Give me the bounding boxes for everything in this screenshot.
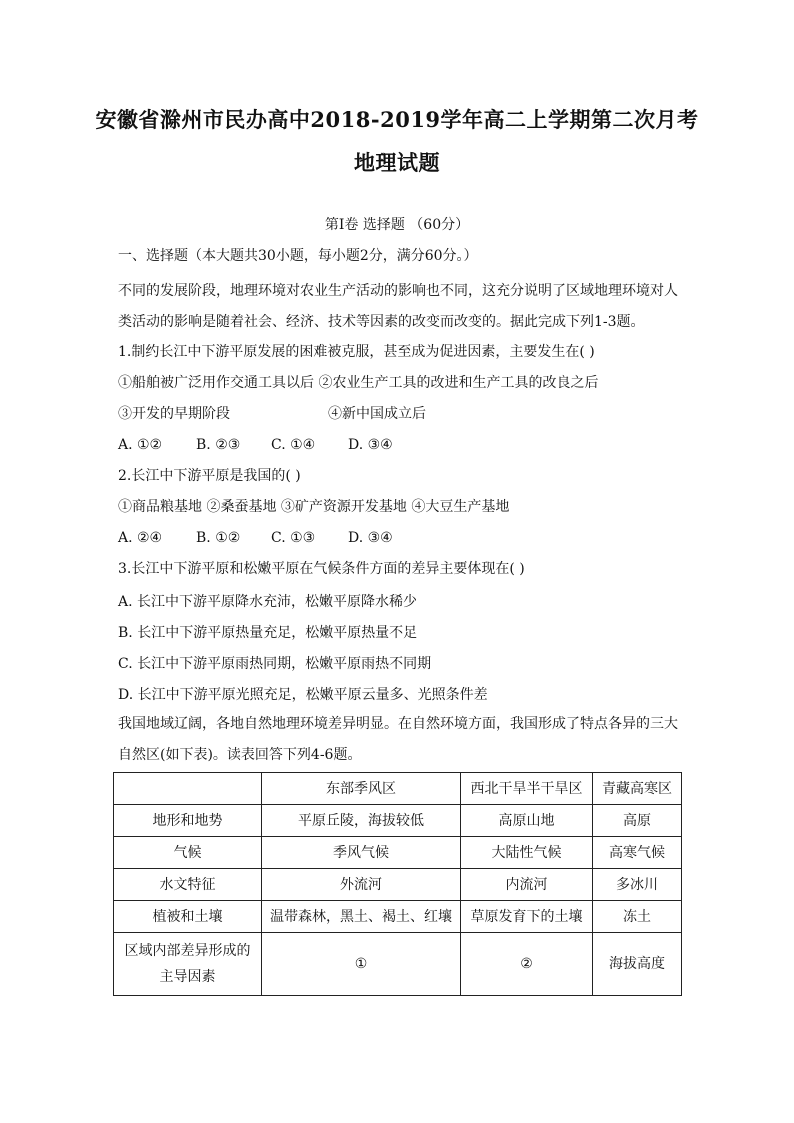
natural-regions-table [113, 772, 682, 996]
table-cell: 地形和地势 [114, 805, 262, 837]
document-title: 安徽省滁州市民办高中2018-2019学年高二上学期第二次月考 [95, 107, 699, 132]
question-2-choices [118, 528, 688, 548]
question-3-option-c[interactable]: C. 长江中下游平原雨热同期，松嫩平原雨热不同期 [118, 656, 432, 672]
table-cell: 植被和土壤 [114, 901, 262, 933]
question-1-stem: 1.制约长江中下游平原发展的困难被克服，甚至成为促进因素，主要发生在( ) [118, 344, 595, 360]
question-1-options-line-2 [118, 404, 688, 424]
question-1-options-line-1: ①船舶被广泛用作交通工具以后 ②农业生产工具的改进和生产工具的改良之后 [118, 375, 599, 391]
table-cell: 水文特征 [114, 869, 262, 901]
table-cell: 温带森林，黑土、褐土、红壤 [262, 901, 461, 933]
table-header-row [114, 773, 682, 805]
table-cell: 高原 [593, 805, 682, 837]
table-row [114, 805, 682, 837]
question-1-option-4: ④新中国成立后 [328, 406, 426, 422]
table-cell: 气候 [114, 837, 262, 869]
question-3-option-a[interactable]: A. 长江中下游平原降水充沛，松嫩平原降水稀少 [118, 594, 418, 610]
table-cell: 内流河 [461, 869, 593, 901]
row-label-line-1: 区域内部差异形成的 [124, 943, 251, 959]
question-3-stem: 3.长江中下游平原和松嫩平原在气候条件方面的差异主要体现在( ) [118, 561, 525, 577]
table-cell: 草原发育下的土壤 [461, 901, 593, 933]
choice-c[interactable]: C. ①③ [271, 530, 316, 546]
question-2-stem: 2.长江中下游平原是我国的( ) [118, 468, 301, 484]
table-cell: 大陆性气候 [461, 837, 593, 869]
row-label-line-2: 主导因素 [159, 969, 216, 985]
table-cell: ② [461, 933, 593, 996]
table-header-cell: 东部季风区 [262, 773, 461, 805]
table-cell: 外流河 [262, 869, 461, 901]
part-heading: 一、选择题（本大题共30小题，每小题2分，满分60分。） [118, 248, 478, 264]
question-2-options: ①商品粮基地 ②桑蚕基地 ③矿产资源开发基地 ④大豆生产基地 [118, 499, 510, 515]
section-header: 第I卷 选择题 （60分） [324, 217, 470, 233]
table-cell: 高原山地 [461, 805, 593, 837]
table-header-cell: 西北干旱半干旱区 [461, 773, 593, 805]
question-1-option-3: ③开发的早期阶段 [118, 406, 230, 422]
table-row [114, 837, 682, 869]
table-row [114, 901, 682, 933]
table-cell: 平原丘陵，海拔较低 [262, 805, 461, 837]
table-cell: ① [262, 933, 461, 996]
question-1-choices [118, 435, 688, 455]
choice-d[interactable]: D. ③④ [348, 437, 393, 453]
question-3-option-d[interactable]: D. 长江中下游平原光照充足，松嫩平原云量多、光照条件差 [118, 687, 488, 703]
choice-a[interactable]: A. ②④ [118, 530, 163, 546]
table-cell: 冻土 [593, 901, 682, 933]
table-cell: 季风气候 [262, 837, 461, 869]
intro-paragraph-2-line-2: 自然区(如下表)。读表回答下列4-6题。 [118, 747, 362, 763]
table-row [114, 869, 682, 901]
table-header-cell: 青藏高寒区 [593, 773, 682, 805]
choice-a[interactable]: A. ①② [118, 437, 163, 453]
intro-paragraph-1-line-1: 不同的发展阶段，地理环境对农业生产活动的影响也不同，这充分说明了区域地理环境对人 [118, 283, 678, 299]
choice-d[interactable]: D. ③④ [348, 530, 393, 546]
intro-paragraph-2-line-1: 我国地域辽阔，各地自然地理环境差异明显。在自然环境方面，我国形成了特点各异的三大 [118, 716, 678, 732]
table-cell: 海拔高度 [593, 933, 682, 996]
choice-b[interactable]: B. ②③ [196, 437, 241, 453]
choice-b[interactable]: B. ①② [196, 530, 241, 546]
table-cell [114, 933, 262, 996]
table-header-cell [114, 773, 262, 805]
intro-paragraph-1-line-2: 类活动的影响是随着社会、经济、技术等因素的改变而改变的。据此完成下列1-3题。 [118, 314, 645, 330]
table-cell: 高寒气候 [593, 837, 682, 869]
document-subtitle: 地理试题 [354, 150, 440, 175]
question-3-option-b[interactable]: B. 长江中下游平原热量充足，松嫩平原热量不足 [118, 625, 418, 641]
table-row [114, 933, 682, 996]
table-cell: 多冰川 [593, 869, 682, 901]
choice-c[interactable]: C. ①④ [271, 437, 316, 453]
